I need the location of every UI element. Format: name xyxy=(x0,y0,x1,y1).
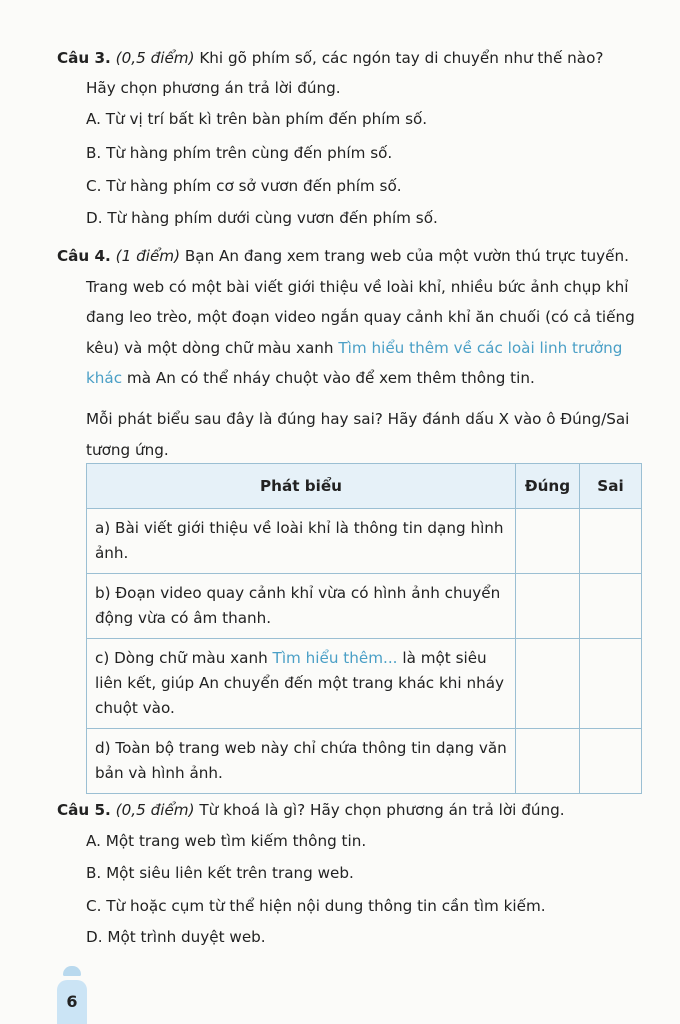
statement-d: d) Toàn bộ trang web này chỉ chứa thông tin dạng văn bản và hình ảnh. xyxy=(87,729,516,794)
question-points: (1 điểm) xyxy=(115,247,181,265)
true-checkbox-d[interactable] xyxy=(515,729,579,794)
question-points: (0,5 điểm) xyxy=(115,49,195,67)
question-5 xyxy=(57,795,650,825)
q3-option-a: A. Từ vị trí bất kì trên bàn phím đến phím số. xyxy=(86,110,428,128)
page-number: 6 xyxy=(57,980,87,1024)
question-number: Câu 3. xyxy=(57,49,111,67)
false-checkbox-d[interactable] xyxy=(579,729,641,794)
q3-option-b: B. Từ hàng phím trên cùng đến phím số. xyxy=(86,144,393,162)
question-points: (0,5 điểm) xyxy=(115,801,195,819)
table-row xyxy=(87,574,642,639)
question-number: Câu 4. xyxy=(57,247,111,265)
statement-c-end: là một siêu liên kết, giúp An chuyển đến một trang khác khi nháy chuột vào. xyxy=(95,649,504,717)
question-number: Câu 5. xyxy=(57,801,111,819)
true-false-table xyxy=(86,463,642,794)
true-checkbox-b[interactable] xyxy=(515,574,579,639)
question-3-instruction: Hãy chọn phương án trả lời đúng. xyxy=(86,79,341,97)
false-checkbox-a[interactable] xyxy=(579,509,641,574)
false-checkbox-b[interactable] xyxy=(579,574,641,639)
statement-a: a) Bài viết giới thiệu về loài khỉ là thông tin dạng hình ảnh. xyxy=(87,509,516,574)
q3-option-d: D. Từ hàng phím dưới cùng vươn đến phím số. xyxy=(86,209,438,227)
question-text: Khi gõ phím số, các ngón tay di chuyển như thế nào? xyxy=(199,49,604,67)
header-false: Sai xyxy=(579,464,641,509)
table-row xyxy=(87,639,642,729)
question-5-heading xyxy=(57,795,650,825)
statement-c xyxy=(87,639,516,729)
true-checkbox-a[interactable] xyxy=(515,509,579,574)
q3-option-c: C. Từ hàng phím cơ sở vươn đến phím số. xyxy=(86,177,402,195)
question-4-instruction: Mỗi phát biểu sau đây là đúng hay sai? Hãy đánh dấu X vào ô Đúng/Sai tương ứng. xyxy=(86,410,630,459)
question-3-heading xyxy=(57,43,650,73)
statement-b: b) Đoạn video quay cảnh khỉ vừa có hình ảnh chuyển động vừa có âm thanh. xyxy=(87,574,516,639)
scenario-link-text: Tìm hiểu thêm về các loài linh trưởng khác xyxy=(86,338,623,387)
q5-option-d: D. Một trình duyệt web. xyxy=(86,928,266,946)
q5-option-a: A. Một trang web tìm kiếm thông tin. xyxy=(86,832,367,850)
header-true: Đúng xyxy=(515,464,579,509)
question-text: Từ khoá là gì? Hãy chọn phương án trả lời đúng. xyxy=(199,801,565,819)
statement-c-link-text: Tìm hiểu thêm... xyxy=(272,649,398,667)
page-tab-decoration xyxy=(63,966,81,976)
statement-c-start: c) Dòng chữ màu xanh xyxy=(95,649,268,667)
false-checkbox-c[interactable] xyxy=(579,639,641,729)
question-4-body xyxy=(57,241,647,394)
table-row xyxy=(87,729,642,794)
scenario-text-end: mà An có thể nháy chuột vào để xem thêm thông tin. xyxy=(126,369,535,387)
q5-option-c: C. Từ hoặc cụm từ thể hiện nội dung thông tin cần tìm kiếm. xyxy=(86,897,546,915)
true-checkbox-c[interactable] xyxy=(515,639,579,729)
table-row xyxy=(87,509,642,574)
q5-option-b: B. Một siêu liên kết trên trang web. xyxy=(86,864,354,882)
question-3 xyxy=(57,43,650,103)
header-statement: Phát biểu xyxy=(87,464,516,509)
scenario-text: Bạn An đang xem trang web của một vườn thú trực tuyến. Trang web có một bài viết giới thiệu về loài khỉ, nhiều bức ảnh chụp khỉ đang leo trèo, một đoạn video ngắn quay cảnh khỉ ăn chuối (có cả tiếng kêu) và một dòng chữ màu xanh xyxy=(86,247,635,357)
